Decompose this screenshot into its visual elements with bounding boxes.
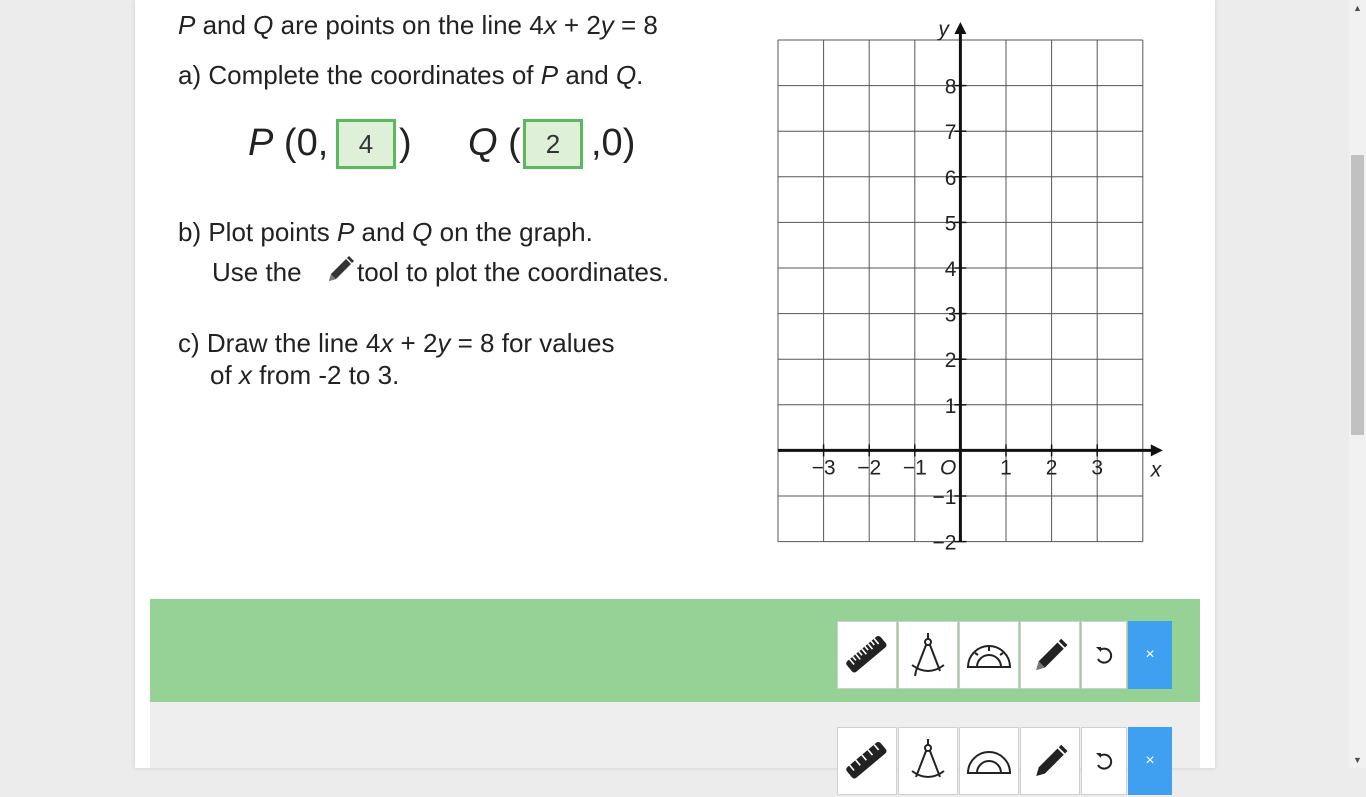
secondary-drawing-toolbar bbox=[837, 727, 1173, 797]
y-tick-label: 2 bbox=[944, 349, 957, 373]
y-tick-label: 7 bbox=[944, 121, 957, 145]
y-tick-label: −2 bbox=[932, 531, 957, 555]
pencil-tool-button[interactable] bbox=[1020, 621, 1080, 689]
y-tick-label: 6 bbox=[944, 166, 957, 190]
scroll-down-arrow-icon[interactable]: ▼ bbox=[1353, 755, 1362, 765]
part-b-instruction-end: tool to plot the coordinates. bbox=[357, 257, 670, 287]
ruler-icon bbox=[843, 737, 891, 785]
scrollbar-thumb[interactable] bbox=[1351, 155, 1364, 435]
part-c-prompt-line2: of x from -2 to 3. bbox=[210, 360, 400, 390]
pencil-icon bbox=[325, 253, 355, 285]
x-tick-label: −3 bbox=[811, 456, 836, 480]
part-b-prompt: b) Plot points P and Q on the graph. bbox=[178, 217, 593, 247]
drawing-toolbar bbox=[837, 621, 1173, 691]
protractor-icon bbox=[965, 741, 1013, 781]
p-y-answer-input[interactable]: 4 bbox=[336, 119, 396, 169]
undo-button[interactable] bbox=[1081, 621, 1127, 689]
y-tick-label: −1 bbox=[932, 486, 957, 509]
x-tick-label: −1 bbox=[902, 456, 927, 480]
undo-icon bbox=[1093, 644, 1115, 666]
tools-panel bbox=[150, 599, 1200, 702]
compass-icon bbox=[908, 631, 948, 679]
protractor-icon bbox=[965, 635, 1013, 675]
question-intro: P and Q are points on the line 4x + 2y = 8 bbox=[178, 10, 658, 40]
close-tools-button[interactable]: × bbox=[1128, 621, 1172, 689]
part-a-prompt: a) Complete the coordinates of P and Q. bbox=[178, 60, 644, 90]
ruler-tool-button[interactable] bbox=[837, 727, 897, 795]
y-axis-arrow-icon bbox=[954, 22, 966, 34]
x-tick-label: 3 bbox=[1091, 456, 1104, 480]
compass-icon bbox=[908, 737, 948, 785]
pencil-tool-button[interactable] bbox=[1020, 727, 1080, 795]
part-c-prompt-line1: c) Draw the line 4x + 2y = 8 for values bbox=[178, 328, 615, 358]
y-tick-label: 3 bbox=[944, 303, 957, 327]
y-tick-label: 5 bbox=[944, 212, 957, 236]
x-axis-label: x bbox=[1150, 458, 1162, 482]
ruler-tool-button[interactable] bbox=[837, 621, 897, 689]
question-area bbox=[135, 0, 1215, 600]
coordinate-grid[interactable] bbox=[760, 15, 1160, 555]
y-tick-label: 8 bbox=[944, 75, 957, 99]
y-tick-label: 4 bbox=[944, 258, 957, 281]
undo-button[interactable] bbox=[1081, 727, 1127, 795]
y-tick-label: 1 bbox=[944, 394, 957, 418]
secondary-tools-panel bbox=[150, 702, 1200, 768]
q-x-answer-input[interactable]: 2 bbox=[523, 119, 583, 169]
undo-icon bbox=[1093, 750, 1115, 772]
part-b-instruction-start: Use the bbox=[212, 257, 302, 287]
vertical-scrollbar[interactable] bbox=[1349, 0, 1366, 768]
x-tick-label: 2 bbox=[1045, 456, 1058, 480]
coord-q-label: Q ( bbox=[468, 122, 521, 164]
y-axis-label: y bbox=[938, 18, 949, 41]
coord-p-label: P (0, bbox=[248, 122, 329, 164]
pencil-icon bbox=[1030, 741, 1070, 781]
origin-label: O bbox=[940, 456, 957, 480]
pencil-icon bbox=[1030, 635, 1070, 675]
x-axis-arrow-icon bbox=[1151, 444, 1163, 456]
scroll-up-arrow-icon[interactable]: ▲ bbox=[1353, 3, 1362, 13]
protractor-tool-button[interactable] bbox=[959, 727, 1019, 795]
coord-p-close: ) bbox=[399, 122, 412, 164]
x-tick-label: 1 bbox=[1000, 456, 1012, 480]
protractor-tool-button[interactable] bbox=[959, 621, 1019, 689]
worksheet-page bbox=[135, 0, 1215, 768]
ruler-icon bbox=[843, 631, 891, 679]
compass-tool-button[interactable] bbox=[898, 727, 958, 795]
close-tools-button[interactable]: × bbox=[1128, 727, 1172, 795]
x-tick-label: −2 bbox=[857, 456, 882, 480]
compass-tool-button[interactable] bbox=[898, 621, 958, 689]
coord-q-close: ,0) bbox=[591, 122, 636, 164]
